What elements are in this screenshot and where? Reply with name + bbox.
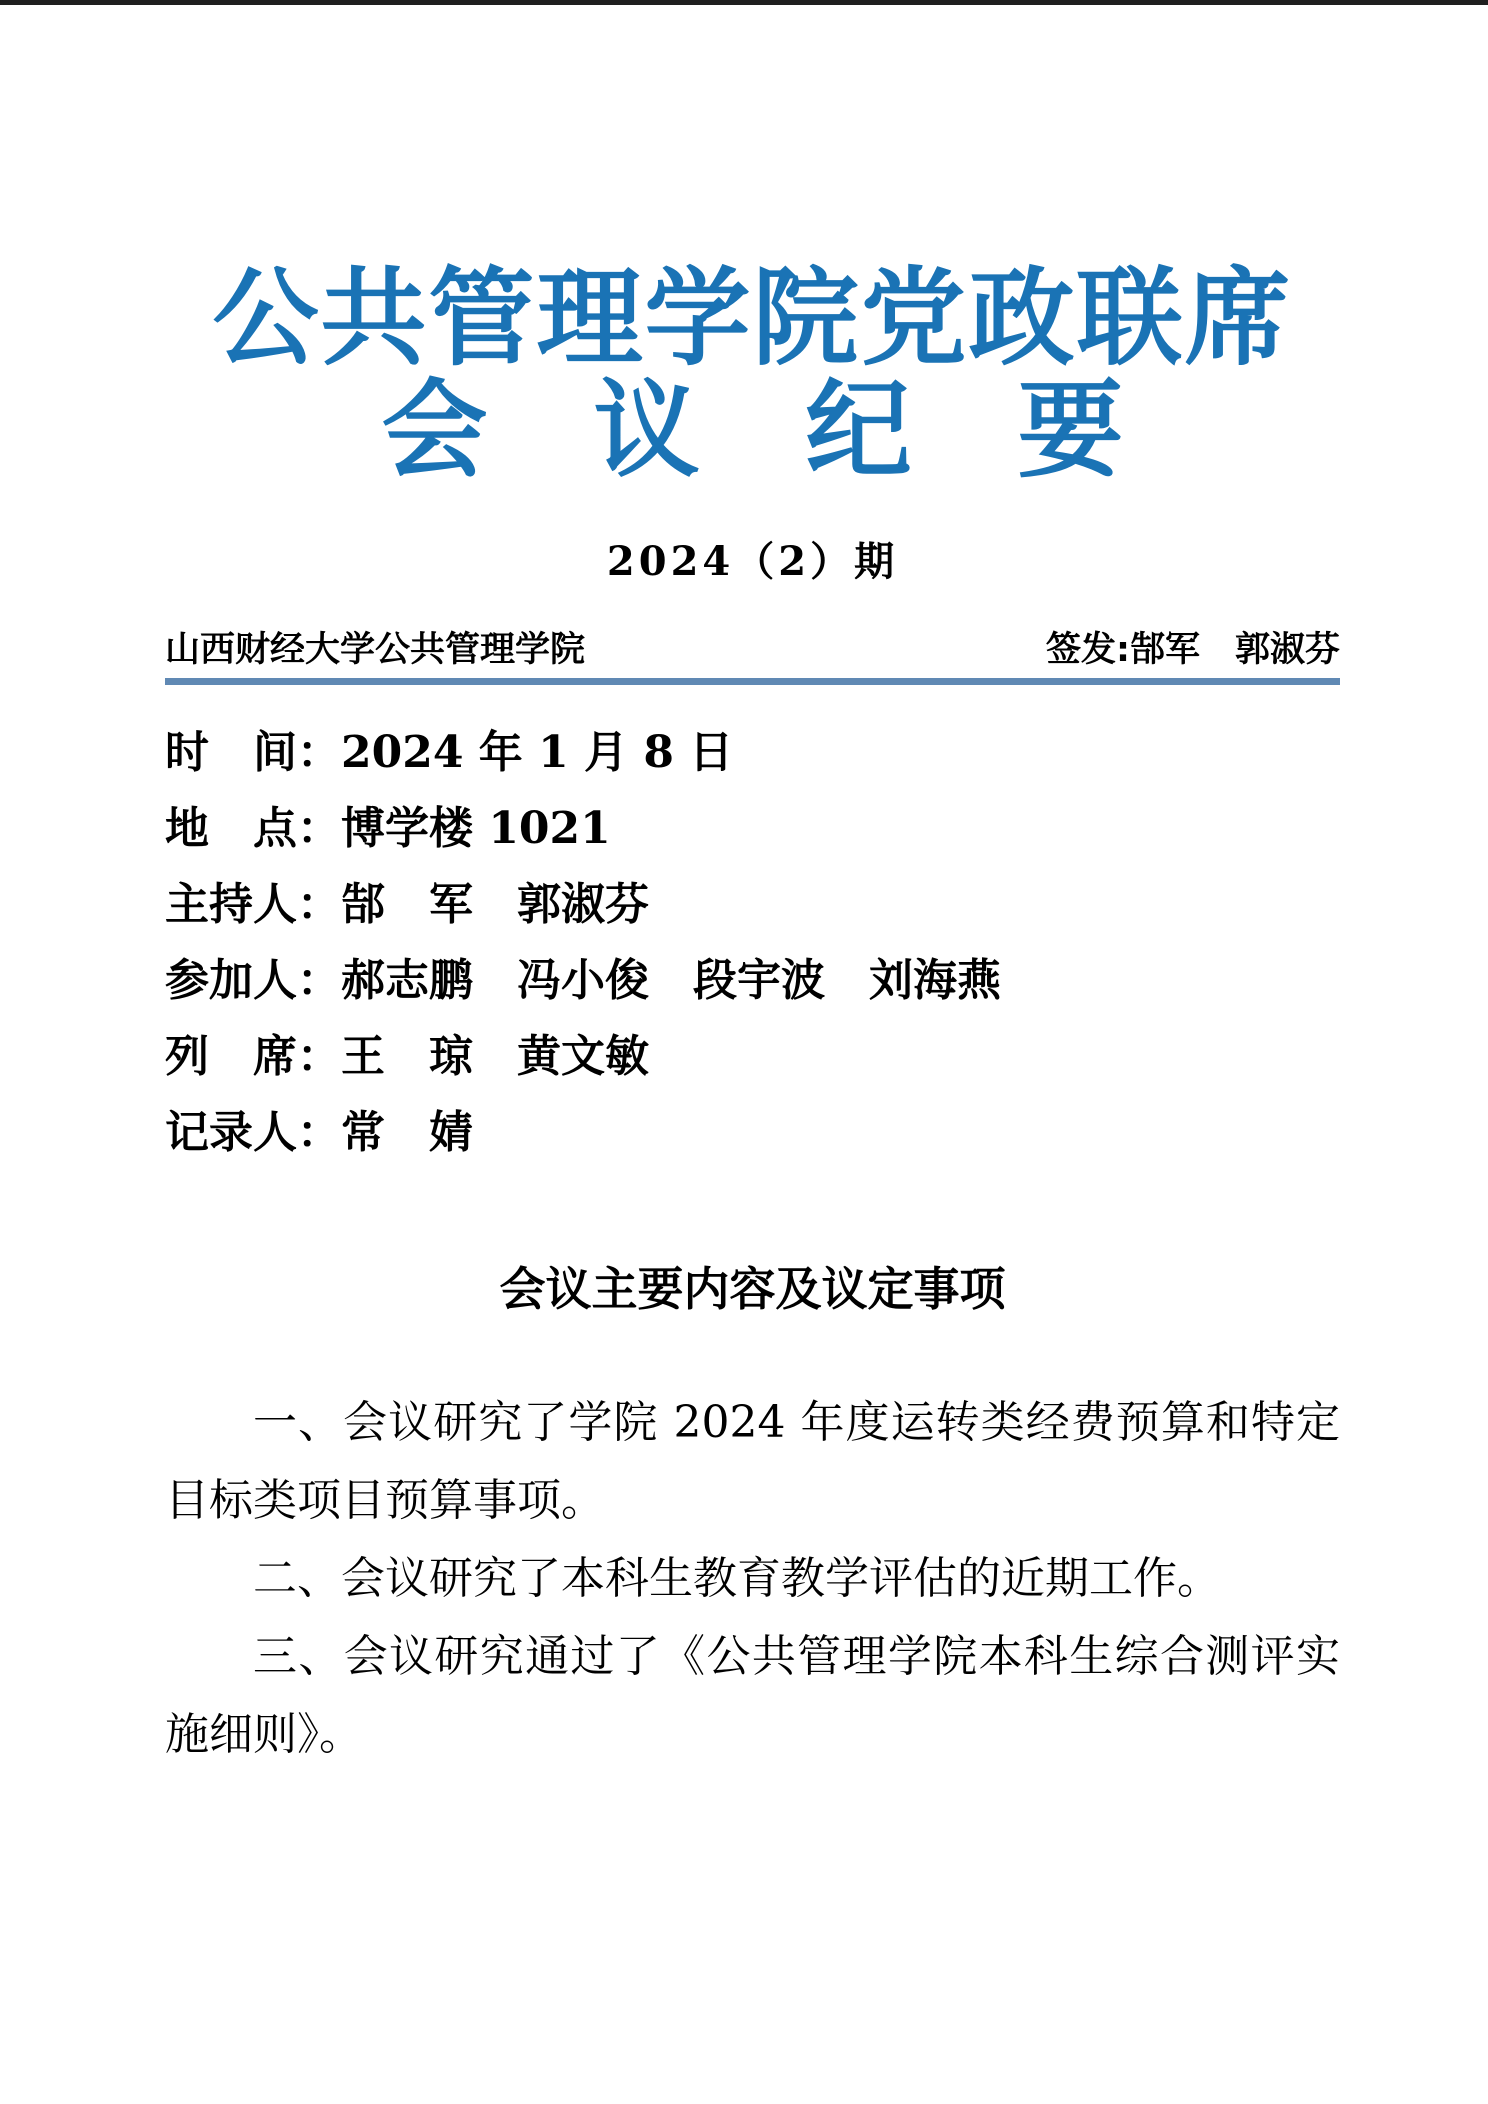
- meta-row-time: [165, 715, 1340, 791]
- meta-value-observers: 王 琼 黄文敏: [341, 1031, 649, 1082]
- body-paragraph-1: 一、会议研究了学院 2024 年度运转类经费预算和特定目标类项目预算事项。: [165, 1397, 1340, 1526]
- issuer-name: 签发:郜军 郭淑芬: [1046, 630, 1340, 670]
- masthead-divider-rule: [165, 678, 1340, 685]
- meta-label-observers: 列 席：: [165, 1031, 341, 1082]
- meta-value-attendees: 郝志鹏 冯小俊 段宇波 刘海燕: [341, 955, 1001, 1006]
- meta-row-recorder: [165, 1095, 1340, 1171]
- meta-value-host: 郜 军 郭淑芬: [341, 879, 649, 930]
- masthead-row: [165, 628, 1340, 672]
- document-title: [165, 255, 1340, 492]
- section-title: 会议主要内容及议定事项: [499, 1262, 1006, 1316]
- page-top-edge-bar: [0, 0, 1488, 5]
- body-paragraph-2: 二、会议研究了本科生教育教学评估的近期工作。: [253, 1553, 1221, 1604]
- document-title-line2: 会 议 纪 要: [381, 367, 1124, 492]
- meta-row-location: [165, 791, 1340, 867]
- meta-row-attendees: [165, 943, 1340, 1019]
- meta-value-location: 博学楼 1021: [341, 803, 611, 854]
- meta-block: [165, 715, 1340, 1171]
- document-title-line1: 公共管理学院党政联席: [212, 255, 1293, 380]
- meta-label-time: 时 间：: [165, 727, 341, 778]
- meta-value-recorder: 常 婧: [341, 1107, 473, 1158]
- body-paragraph-3: 三、会议研究通过了《公共管理学院本科生综合测评实施细则》。: [165, 1631, 1340, 1760]
- meta-row-observers: [165, 1019, 1340, 1095]
- meta-label-attendees: 参加人：: [165, 955, 341, 1006]
- meta-label-recorder: 记录人：: [165, 1107, 341, 1158]
- issue-number: 2024（2）期: [606, 538, 899, 585]
- meta-label-host: 主持人：: [165, 879, 341, 930]
- meta-row-host: [165, 867, 1340, 943]
- meta-value-time: 2024 年 1 月 8 日: [341, 727, 734, 778]
- body-text: [165, 1384, 1340, 1774]
- meta-label-location: 地 点：: [165, 803, 341, 854]
- organization-name: 山西财经大学公共管理学院: [165, 630, 586, 670]
